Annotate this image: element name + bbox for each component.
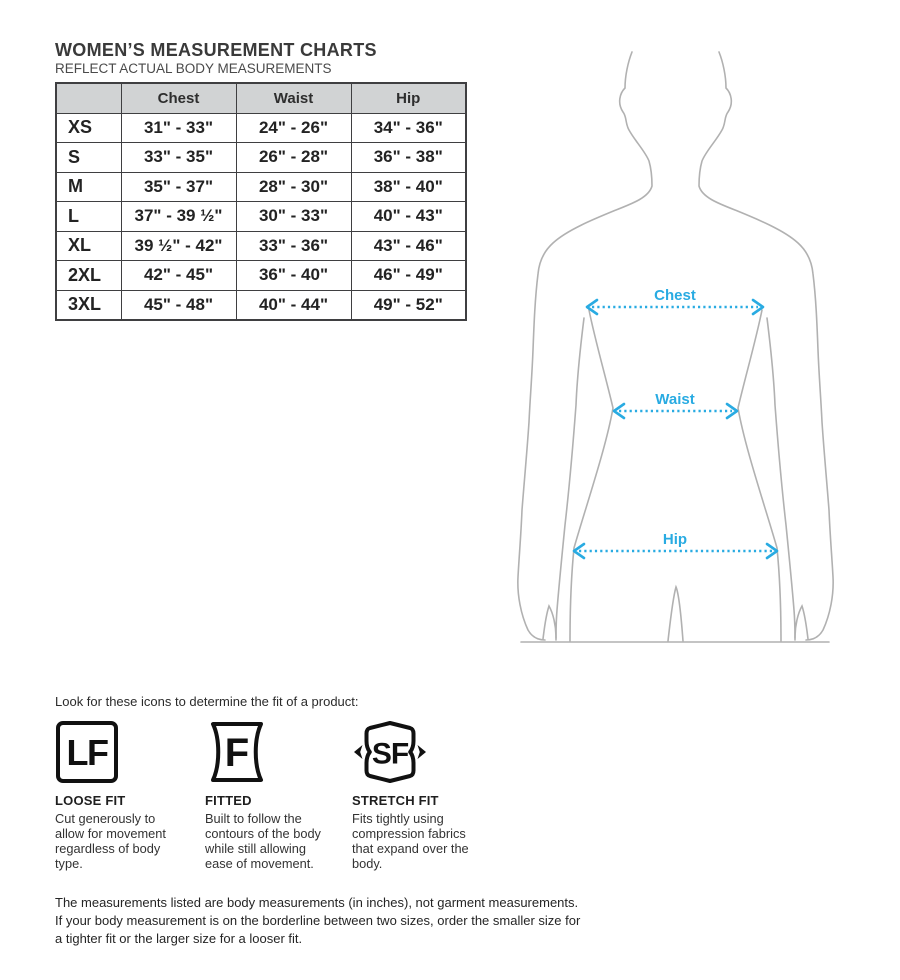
- fit-description: Built to follow the contours of the body while still allowing ease of movement.: [205, 811, 321, 872]
- chest-cell: 37" - 39 ½": [121, 202, 236, 232]
- size-cell: XL: [56, 231, 121, 261]
- chest-cell: 39 ½" - 42": [121, 231, 236, 261]
- svg-text:F: F: [224, 731, 250, 775]
- fit-name: FITTED: [205, 793, 252, 808]
- fit-item-stretch-fit: [352, 720, 470, 871]
- size-cell: M: [56, 172, 121, 202]
- waist-cell: 26" - 28": [236, 143, 351, 173]
- page-subtitle: REFLECT ACTUAL BODY MEASUREMENTS: [55, 61, 332, 76]
- hip-cell: 34" - 36": [351, 113, 466, 143]
- waist-cell: 36" - 40": [236, 261, 351, 291]
- fit-description: Cut generously to allow for movement regardless of body type.: [55, 811, 166, 872]
- header-waist: Waist: [236, 83, 351, 113]
- size-cell: 2XL: [56, 261, 121, 291]
- hip-cell: 46" - 49": [351, 261, 466, 291]
- svg-text:SF: SF: [371, 737, 409, 771]
- chest-label: Chest: [654, 287, 696, 304]
- fit-item-fitted: [205, 720, 333, 871]
- fitted-icon: [205, 720, 333, 784]
- page-title: WOMEN’S MEASUREMENT CHARTS: [55, 40, 377, 60]
- loose-fit-icon: [55, 720, 173, 784]
- chest-cell: 31" - 33": [121, 113, 236, 143]
- hip-cell: 38" - 40": [351, 172, 466, 202]
- waist-cell: 33" - 36": [236, 231, 351, 261]
- footnote: The measurements listed are body measurements (in inches), not garment measurements. If your body measurement is on the borderline between two sizes, order the smaller size for a tighter fit or the larger size for a looser fit.: [55, 895, 581, 947]
- size-cell: XS: [56, 113, 121, 143]
- waist-cell: 28" - 30": [236, 172, 351, 202]
- stretch-fit-icon: [352, 720, 470, 784]
- size-cell: S: [56, 143, 121, 173]
- fit-name: LOOSE FIT: [55, 793, 126, 808]
- hip-cell: 43" - 46": [351, 231, 466, 261]
- hip-cell: 40" - 43": [351, 202, 466, 232]
- size-cell: 3XL: [56, 290, 121, 320]
- chest-cell: 35" - 37": [121, 172, 236, 202]
- hip-cell: 36" - 38": [351, 143, 466, 173]
- waist-cell: 24" - 26": [236, 113, 351, 143]
- chest-cell: 45" - 48": [121, 290, 236, 320]
- body-silhouette: [518, 52, 833, 642]
- fit-item-loose-fit: [55, 720, 173, 871]
- header-chest: Chest: [121, 83, 236, 113]
- chest-cell: 42" - 45": [121, 261, 236, 291]
- fit-name: STRETCH FIT: [352, 793, 439, 808]
- waist-label: Waist: [655, 391, 695, 408]
- size-cell: L: [56, 202, 121, 232]
- fit-description: Fits tightly using compression fabrics that expand over the body.: [352, 811, 469, 872]
- hip-label: Hip: [662, 531, 688, 548]
- header-hip: Hip: [351, 83, 466, 113]
- hip-cell: 49" - 52": [351, 290, 466, 320]
- waist-cell: 40" - 44": [236, 290, 351, 320]
- waist-cell: 30" - 33": [236, 202, 351, 232]
- fit-guide-intro: Look for these icons to determine the fit of a product:: [55, 694, 359, 709]
- svg-text:LF: LF: [66, 732, 108, 773]
- chest-cell: 33" - 35": [121, 143, 236, 173]
